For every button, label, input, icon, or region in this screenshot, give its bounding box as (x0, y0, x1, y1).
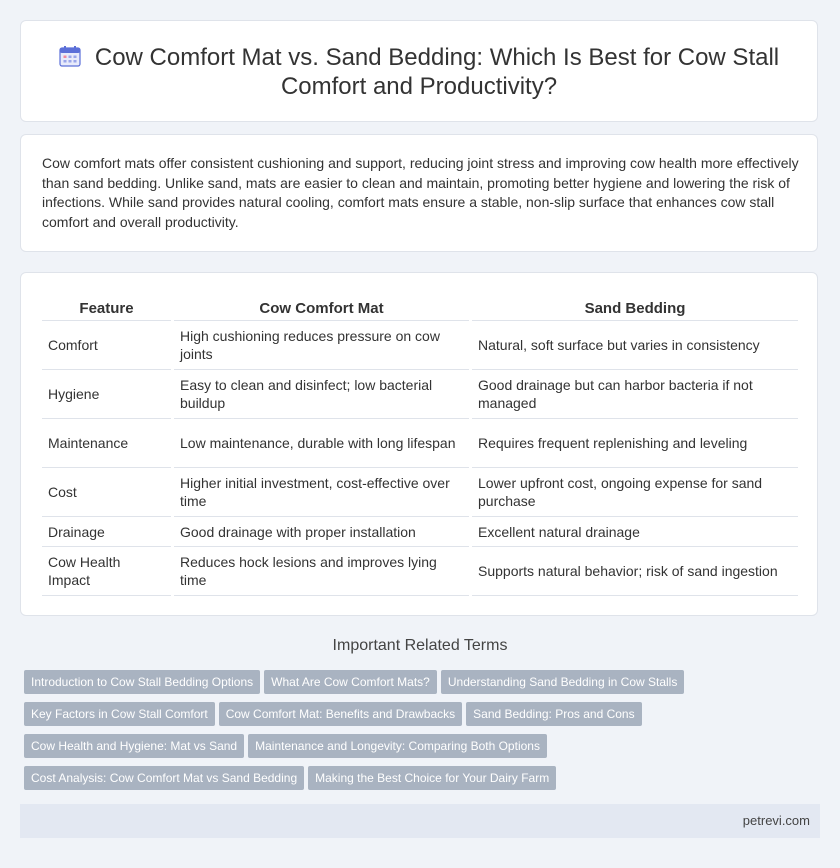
mat-cell: High cushioning reduces pressure on cow joints (173, 321, 471, 370)
footer-bar (20, 804, 820, 838)
sand-cell: Lower upfront cost, ongoing expense for sand purchase (471, 468, 799, 517)
table-header-row (42, 297, 798, 321)
table-row (42, 517, 798, 547)
related-term-tag[interactable]: Cow Health and Hygiene: Mat vs Sand (24, 734, 244, 758)
related-term-tag[interactable]: Cost Analysis: Cow Comfort Mat vs Sand Bedding (24, 766, 304, 790)
calendar-icon (59, 45, 81, 67)
table-row (42, 419, 798, 468)
tag-row (24, 670, 724, 702)
header-cow-comfort-mat: Cow Comfort Mat (173, 297, 471, 321)
related-terms-heading: Important Related Terms (332, 637, 508, 654)
mat-cell: Low maintenance, durable with long lifespan (173, 419, 471, 468)
related-term-tag[interactable]: Introduction to Cow Stall Bedding Options (24, 670, 260, 694)
sand-cell: Good drainage but can harbor bacteria if not managed (471, 370, 799, 419)
table-row (42, 547, 798, 596)
related-term-tag[interactable]: What Are Cow Comfort Mats? (264, 670, 437, 694)
comparison-table (42, 297, 798, 596)
sand-cell: Excellent natural drainage (471, 517, 799, 547)
related-term-tag[interactable]: Making the Best Choice for Your Dairy Farm (308, 766, 556, 790)
mat-cell: Higher initial investment, cost-effective over time (173, 468, 471, 517)
page-title-text: Cow Comfort Mat vs. Sand Bedding: Which Is Best for Cow Stall Comfort and Productivity? (94, 44, 780, 100)
mat-cell: Reduces hock lesions and improves lying time (173, 547, 471, 596)
related-term-tag[interactable]: Cow Comfort Mat: Benefits and Drawbacks (219, 702, 462, 726)
page-title (21, 43, 817, 101)
intro-card (20, 134, 818, 252)
feature-cell: Comfort (42, 321, 173, 370)
sand-cell: Requires frequent replenishing and leveling (471, 419, 799, 468)
related-term-tag[interactable]: Sand Bedding: Pros and Cons (466, 702, 641, 726)
comparison-card (20, 272, 818, 616)
mat-cell: Good drainage with proper installation (173, 517, 471, 547)
footer-site-link[interactable]: petrevi.com (742, 813, 810, 828)
related-term-tag[interactable]: Key Factors in Cow Stall Comfort (24, 702, 215, 726)
tag-row (24, 766, 724, 798)
tag-row (24, 702, 724, 734)
header-feature: Feature (42, 297, 173, 321)
table-row (42, 468, 798, 517)
feature-cell: Maintenance (42, 419, 173, 468)
mat-cell: Easy to clean and disinfect; low bacterial buildup (173, 370, 471, 419)
feature-cell: Hygiene (42, 370, 173, 419)
related-term-tag[interactable]: Maintenance and Longevity: Comparing Both Options (248, 734, 547, 758)
tag-row (24, 734, 724, 766)
related-term-tag[interactable]: Understanding Sand Bedding in Cow Stalls (441, 670, 684, 694)
feature-cell: Cost (42, 468, 173, 517)
sand-cell: Natural, soft surface but varies in consistency (471, 321, 799, 370)
header-sand-bedding: Sand Bedding (471, 297, 799, 321)
related-terms-list (24, 670, 724, 798)
table-row (42, 321, 798, 370)
feature-cell: Drainage (42, 517, 173, 547)
feature-cell: Cow Health Impact (42, 547, 173, 596)
sand-cell: Supports natural behavior; risk of sand ingestion (471, 547, 799, 596)
title-card (20, 20, 818, 122)
table-row (42, 370, 798, 419)
intro-paragraph: Cow comfort mats offer consistent cushioning and support, reducing joint stress and improving cow health more effectively than sand bedding. Unlike sand, mats are easier to clean and maintain, promoting better hygiene and lowering the risk of infections. While sand provides natural cooling, comfort mats ensure a stable, non-slip surface that enhances cow stall comfort and overall productivity. (42, 155, 799, 230)
